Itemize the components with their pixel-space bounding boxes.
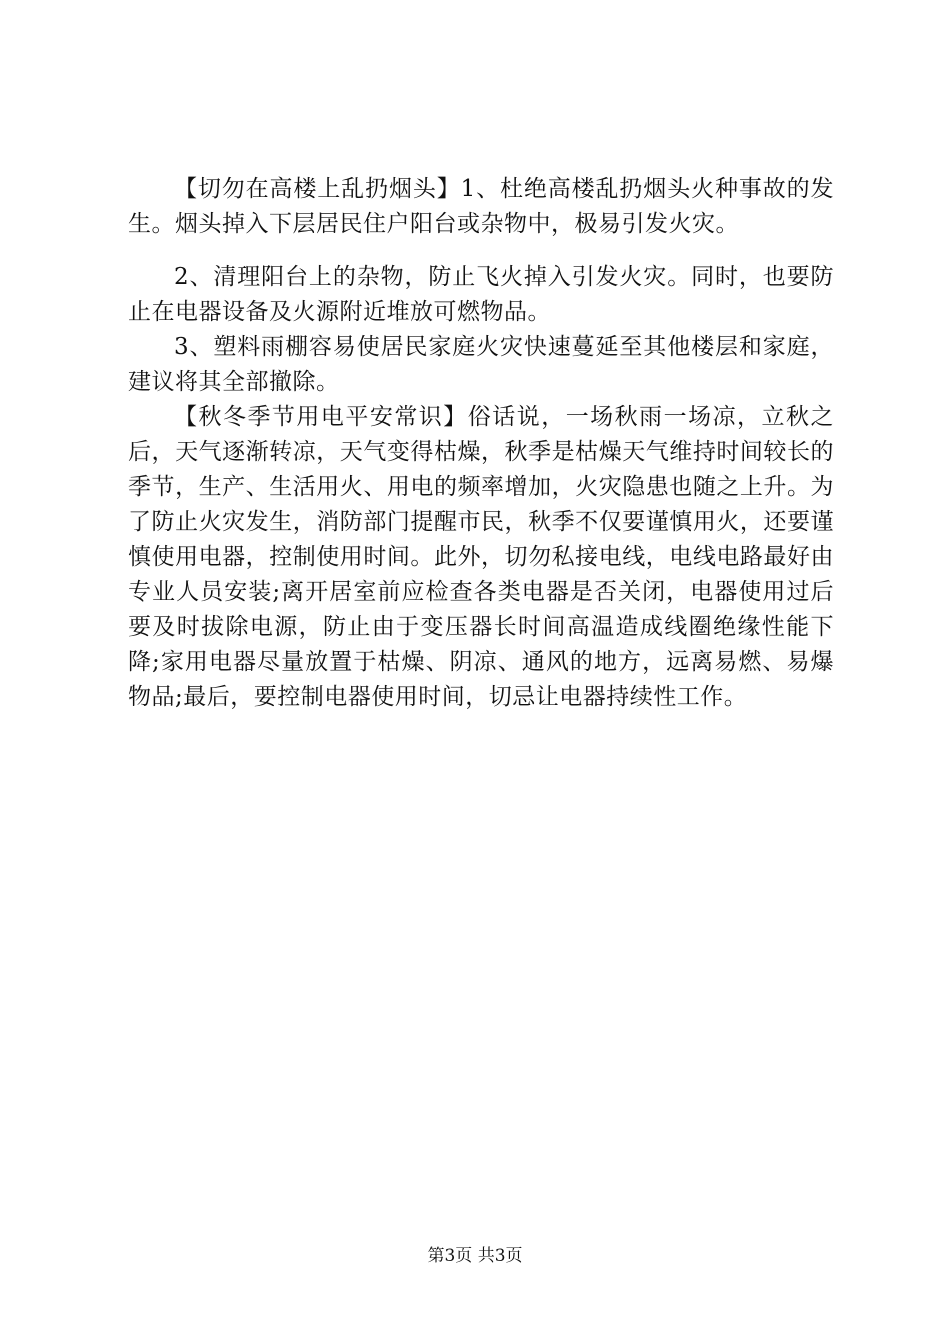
page-footer: 第3页 共3页 xyxy=(427,1246,523,1266)
paragraph-autumn-electricity-safety: 【秋冬季节用电平安常识】俗话说，一场秋雨一场凉，立秋之后，天气逐渐转凉，天气变得枯燥，秋季是枯燥天气维持时间较长的季节，生产、生活用火、用电的频率增加，火灾隐患也随之上升。为了防止火灾发生，消防部门提醒市民，秋季不仅要谨慎用火，还要谨慎使用电器，控制使用时间。此外，切勿私接电线，电线电路最好由专业人员安装;离开居室前应检查各类电器是否关闭，电器使用过后要及时拔除电源，防止由于变压器长时间高温造成线圈绝缘性能下降;家用电器尽量放置于枯燥、阴凉、通风的地方，远离易燃、易爆物品;最后，要控制电器使用时间，切忌让电器持续性工作。 xyxy=(128,404,834,710)
paragraph-gap xyxy=(128,242,834,260)
document-body xyxy=(128,172,834,715)
paragraph-balcony-clutter: 2、清理阳台上的杂物，防止飞火掉入引发火灾。同时，也要防止在电器设备及火源附近堆放可燃物品。 xyxy=(128,264,834,325)
paragraph-cigarette-butts: 【切勿在高楼上乱扔烟头】1、杜绝高楼乱扔烟头火种事故的发生。烟头掉入下层居民住户阳台或杂物中，极易引发火灾。 xyxy=(128,176,834,237)
paragraph-plastic-awning: 3、塑料雨棚容易使居民家庭火灾快速蔓延至其他楼层和家庭，建议将其全部撤除。 xyxy=(128,334,834,395)
